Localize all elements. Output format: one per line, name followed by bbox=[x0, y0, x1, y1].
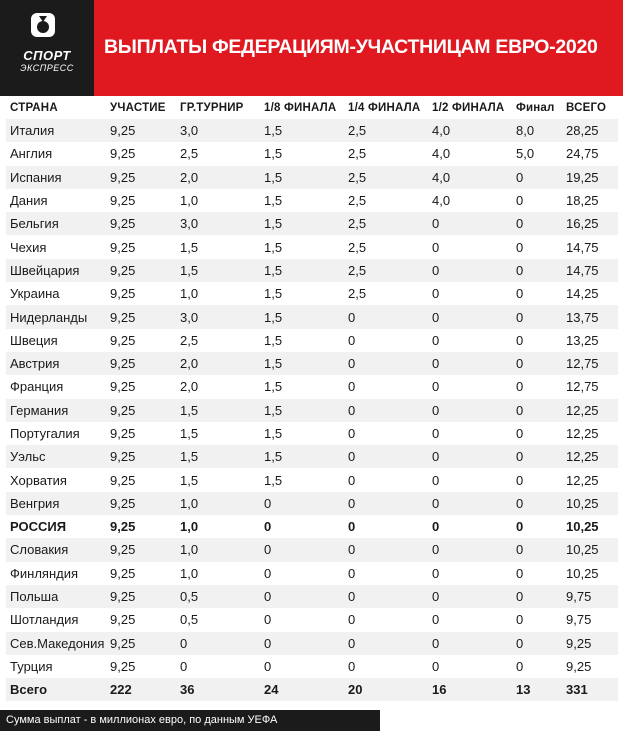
value-cell: 2,5 bbox=[344, 212, 428, 235]
brand-subname: ЭКСПРЕСС bbox=[20, 63, 74, 73]
value-cell: 18,25 bbox=[566, 193, 599, 209]
total-value: 36 bbox=[176, 678, 260, 701]
value-cell: 0 bbox=[516, 239, 524, 255]
value-cell: 1,0 bbox=[176, 538, 260, 561]
value-cell: 1,5 bbox=[180, 426, 199, 441]
table-row bbox=[6, 305, 618, 328]
value-cell: 1,5 bbox=[260, 399, 344, 422]
value-cell: 9,25 bbox=[110, 426, 136, 441]
value-cell: 1,0 bbox=[180, 193, 199, 209]
value-cell: 0 bbox=[432, 472, 440, 488]
value-cell: 14,25 bbox=[566, 286, 599, 302]
value-cell: 1,0 bbox=[180, 565, 199, 581]
brand-logo bbox=[0, 0, 94, 96]
country-cell: Австрия bbox=[6, 352, 106, 375]
country-cell: Сев.Македония bbox=[6, 632, 106, 655]
value-cell: 0 bbox=[516, 472, 524, 488]
country-cell: Бельгия bbox=[6, 212, 106, 235]
value-cell: 0 bbox=[516, 658, 524, 674]
value-cell: 9,25 bbox=[110, 286, 136, 302]
value-cell: 0 bbox=[348, 519, 356, 535]
value-cell: 0 bbox=[432, 612, 440, 628]
value-cell: 0 bbox=[264, 519, 272, 535]
value-cell: 0 bbox=[428, 212, 512, 235]
total-value: 20 bbox=[344, 678, 428, 701]
value-cell: 13,75 bbox=[562, 305, 618, 328]
value-cell: 9,25 bbox=[110, 239, 136, 255]
value-cell: 0 bbox=[260, 492, 344, 515]
value-cell: 1,5 bbox=[264, 332, 283, 348]
value-cell: 2,0 bbox=[180, 379, 199, 395]
value-cell: 2,5 bbox=[348, 146, 367, 162]
value-cell: 0 bbox=[512, 492, 562, 515]
value-cell: 0 bbox=[432, 332, 440, 348]
value-cell: 2,0 bbox=[176, 352, 260, 375]
table-row bbox=[6, 655, 618, 678]
value-cell: 0 bbox=[512, 632, 562, 655]
value-cell: 1,5 bbox=[176, 399, 260, 422]
country-cell: Италия bbox=[6, 119, 106, 142]
value-cell: 9,25 bbox=[110, 146, 136, 162]
value-cell: 9,25 bbox=[106, 119, 176, 142]
country-cell: РОССИЯ bbox=[10, 519, 67, 535]
value-cell: 12,25 bbox=[562, 399, 618, 422]
value-cell: 0 bbox=[432, 426, 440, 441]
value-cell: 0 bbox=[432, 239, 440, 255]
total-value: 222 bbox=[106, 678, 176, 701]
value-cell: 0 bbox=[428, 632, 512, 655]
value-cell: 0 bbox=[516, 612, 524, 628]
value-cell: 28,25 bbox=[562, 119, 618, 142]
value-cell: 0 bbox=[428, 538, 512, 561]
value-cell: 1,5 bbox=[260, 305, 344, 328]
value-cell: 0 bbox=[512, 305, 562, 328]
value-cell: 0 bbox=[516, 565, 524, 581]
value-cell: 0 bbox=[516, 286, 524, 302]
value-cell: 10,25 bbox=[562, 538, 618, 561]
value-cell: 1,5 bbox=[264, 146, 283, 162]
column-header: СТРАНА bbox=[10, 102, 58, 114]
value-cell: 24,75 bbox=[566, 146, 599, 162]
table-row bbox=[6, 538, 618, 561]
value-cell: 4,0 bbox=[432, 193, 451, 209]
value-cell: 12,25 bbox=[562, 445, 618, 468]
value-cell: 0 bbox=[516, 193, 524, 209]
column-header: 1/4 ФИНАЛА bbox=[348, 102, 421, 114]
value-cell: 0 bbox=[344, 352, 428, 375]
column-header: ГР.ТУРНИР bbox=[180, 102, 244, 114]
value-cell: 0 bbox=[348, 379, 356, 395]
value-cell: 1,5 bbox=[264, 379, 283, 395]
total-row bbox=[6, 678, 618, 701]
table-row bbox=[6, 166, 618, 189]
country-cell: Чехия bbox=[10, 239, 47, 255]
total-value: 24 bbox=[260, 678, 344, 701]
value-cell: 0 bbox=[348, 612, 356, 628]
country-cell: Швеция bbox=[10, 332, 58, 348]
table-row bbox=[6, 119, 618, 142]
value-cell: 9,25 bbox=[110, 612, 136, 628]
table-row bbox=[6, 468, 618, 491]
country-cell: Польша bbox=[6, 585, 106, 608]
country-cell: Нидерланды bbox=[6, 305, 106, 328]
ball-flame-icon bbox=[30, 12, 56, 38]
total-value: 331 bbox=[562, 678, 618, 701]
value-cell: 12,75 bbox=[562, 352, 618, 375]
value-cell: 10,25 bbox=[566, 519, 599, 535]
table-row bbox=[6, 632, 618, 655]
country-cell: Англия bbox=[10, 146, 53, 162]
value-cell: 0 bbox=[344, 585, 428, 608]
value-cell: 0 bbox=[348, 426, 356, 441]
table-row bbox=[6, 282, 618, 305]
value-cell: 2,5 bbox=[344, 259, 428, 282]
value-cell: 9,25 bbox=[110, 332, 136, 348]
value-cell: 0 bbox=[432, 379, 440, 395]
table-row bbox=[6, 259, 618, 282]
value-cell: 0 bbox=[344, 445, 428, 468]
value-cell: 2,0 bbox=[176, 166, 260, 189]
table-header-row bbox=[6, 97, 618, 119]
value-cell: 0 bbox=[344, 305, 428, 328]
value-cell: 9,25 bbox=[110, 379, 136, 395]
value-cell: 1,5 bbox=[264, 286, 283, 302]
value-cell: 4,0 bbox=[428, 119, 512, 142]
table-row bbox=[6, 142, 618, 165]
column-header: 1/2 ФИНАЛА bbox=[432, 102, 505, 114]
value-cell: 0 bbox=[512, 259, 562, 282]
value-cell: 12,25 bbox=[566, 472, 599, 488]
value-cell: 0 bbox=[432, 658, 440, 674]
table-row bbox=[6, 375, 618, 398]
country-cell: Дания bbox=[10, 193, 48, 209]
value-cell: 1,5 bbox=[176, 445, 260, 468]
country-cell: Швейцария bbox=[6, 259, 106, 282]
country-cell: Украина bbox=[10, 286, 60, 302]
value-cell: 2,5 bbox=[348, 239, 367, 255]
value-cell: 0 bbox=[260, 585, 344, 608]
value-cell: 0 bbox=[428, 259, 512, 282]
value-cell: 9,25 bbox=[562, 632, 618, 655]
value-cell: 4,0 bbox=[428, 166, 512, 189]
value-cell: 8,0 bbox=[512, 119, 562, 142]
value-cell: 0 bbox=[428, 585, 512, 608]
brand-name: СПОРТ bbox=[23, 48, 71, 63]
value-cell: 0 bbox=[180, 658, 188, 674]
value-cell: 0 bbox=[344, 399, 428, 422]
value-cell: 3,0 bbox=[176, 119, 260, 142]
value-cell: 0 bbox=[512, 538, 562, 561]
value-cell: 1,5 bbox=[260, 119, 344, 142]
value-cell: 1,5 bbox=[176, 259, 260, 282]
value-cell: 14,75 bbox=[562, 259, 618, 282]
page-title: ВЫПЛАТЫ ФЕДЕРАЦИЯМ-УЧАСТНИЦАМ ЕВРО-2020 bbox=[104, 36, 598, 58]
value-cell: 2,5 bbox=[344, 119, 428, 142]
value-cell: 1,5 bbox=[180, 472, 199, 488]
value-cell: 9,25 bbox=[106, 305, 176, 328]
value-cell: 9,25 bbox=[106, 399, 176, 422]
value-cell: 0 bbox=[432, 286, 440, 302]
value-cell: 0 bbox=[516, 519, 524, 535]
value-cell: 2,5 bbox=[344, 166, 428, 189]
country-cell: Венгрия bbox=[6, 492, 106, 515]
value-cell: 9,25 bbox=[106, 492, 176, 515]
value-cell: 9,25 bbox=[106, 212, 176, 235]
value-cell: 9,25 bbox=[106, 166, 176, 189]
value-cell: 0 bbox=[512, 445, 562, 468]
value-cell: 9,25 bbox=[106, 632, 176, 655]
value-cell: 1,5 bbox=[260, 445, 344, 468]
country-cell: Словакия bbox=[6, 538, 106, 561]
total-label: Всего bbox=[6, 678, 106, 701]
country-cell: Германия bbox=[6, 399, 106, 422]
value-cell: 0,5 bbox=[180, 612, 199, 628]
value-cell: 0 bbox=[432, 565, 440, 581]
table-row bbox=[6, 235, 618, 258]
column-header: ВСЕГО bbox=[566, 102, 607, 114]
value-cell: 0 bbox=[348, 658, 356, 674]
table-row bbox=[6, 492, 618, 515]
value-cell: 12,25 bbox=[566, 426, 599, 441]
value-cell: 4,0 bbox=[432, 146, 451, 162]
source-note: Сумма выплат - в миллионах евро, по данным УЕФА bbox=[0, 710, 380, 731]
value-cell: 1,5 bbox=[264, 472, 283, 488]
table-row bbox=[6, 608, 618, 631]
column-header: УЧАСТИЕ bbox=[110, 102, 166, 114]
value-cell: 1,5 bbox=[264, 193, 283, 209]
header-banner bbox=[0, 0, 623, 96]
value-cell: 0 bbox=[176, 632, 260, 655]
total-value: 16 bbox=[428, 678, 512, 701]
payments-table bbox=[6, 97, 618, 701]
value-cell: 0 bbox=[512, 166, 562, 189]
value-cell: 0 bbox=[428, 305, 512, 328]
value-cell: 1,0 bbox=[176, 492, 260, 515]
table-row bbox=[6, 399, 618, 422]
country-cell: Шотландия bbox=[10, 612, 79, 628]
value-cell: 2,5 bbox=[180, 146, 199, 162]
value-cell: 9,25 bbox=[566, 658, 592, 674]
value-cell: 9,75 bbox=[562, 585, 618, 608]
value-cell: 9,25 bbox=[106, 259, 176, 282]
country-cell: Уэльс bbox=[6, 445, 106, 468]
value-cell: 0 bbox=[348, 565, 356, 581]
country-cell: Португалия bbox=[10, 426, 80, 441]
table-row bbox=[6, 515, 618, 538]
value-cell: 1,5 bbox=[264, 239, 283, 255]
country-cell: Финляндия bbox=[10, 565, 79, 581]
value-cell: 2,5 bbox=[348, 286, 367, 302]
value-cell: 9,25 bbox=[110, 193, 136, 209]
value-cell: 0 bbox=[516, 426, 524, 441]
value-cell: 9,25 bbox=[106, 585, 176, 608]
value-cell: 1,5 bbox=[260, 212, 344, 235]
value-cell: 1,5 bbox=[260, 166, 344, 189]
value-cell: 0 bbox=[516, 332, 524, 348]
value-cell: 0 bbox=[516, 379, 524, 395]
column-header: Финал bbox=[516, 102, 555, 114]
value-cell: 0 bbox=[432, 519, 440, 535]
value-cell: 0 bbox=[348, 332, 356, 348]
value-cell: 0 bbox=[512, 352, 562, 375]
value-cell: 0 bbox=[344, 492, 428, 515]
value-cell: 10,25 bbox=[562, 492, 618, 515]
value-cell: 0 bbox=[428, 445, 512, 468]
value-cell: 0 bbox=[428, 492, 512, 515]
value-cell: 2,5 bbox=[348, 193, 367, 209]
value-cell: 5,0 bbox=[516, 146, 535, 162]
value-cell: 9,25 bbox=[110, 565, 136, 581]
value-cell: 9,25 bbox=[110, 658, 136, 674]
value-cell: 0 bbox=[512, 585, 562, 608]
table-row bbox=[6, 562, 618, 585]
value-cell: 1,5 bbox=[260, 352, 344, 375]
column-header: 1/8 ФИНАЛА bbox=[264, 102, 337, 114]
value-cell: 9,25 bbox=[106, 352, 176, 375]
value-cell: 9,25 bbox=[110, 519, 136, 535]
table-row bbox=[6, 585, 618, 608]
table-row bbox=[6, 212, 618, 235]
value-cell: 9,25 bbox=[106, 538, 176, 561]
value-cell: 1,0 bbox=[180, 286, 199, 302]
value-cell: 9,25 bbox=[106, 445, 176, 468]
value-cell: 1,5 bbox=[180, 239, 199, 255]
value-cell: 0 bbox=[260, 632, 344, 655]
country-cell: Турция bbox=[10, 658, 53, 674]
value-cell: 1,0 bbox=[180, 519, 199, 535]
value-cell: 2,5 bbox=[180, 332, 199, 348]
value-cell: 10,25 bbox=[566, 565, 599, 581]
table-body bbox=[6, 119, 618, 701]
value-cell: 3,0 bbox=[176, 212, 260, 235]
value-cell: 3,0 bbox=[176, 305, 260, 328]
value-cell: 0 bbox=[512, 212, 562, 235]
value-cell: 0 bbox=[260, 538, 344, 561]
value-cell: 1,5 bbox=[260, 259, 344, 282]
value-cell: 14,75 bbox=[566, 239, 599, 255]
total-value: 13 bbox=[512, 678, 562, 701]
value-cell: 0 bbox=[264, 565, 272, 581]
value-cell: 9,75 bbox=[566, 612, 592, 628]
value-cell: 0 bbox=[428, 399, 512, 422]
value-cell: 0 bbox=[348, 472, 356, 488]
value-cell: 1,5 bbox=[264, 426, 283, 441]
value-cell: 19,25 bbox=[562, 166, 618, 189]
value-cell: 12,75 bbox=[566, 379, 599, 395]
value-cell: 9,25 bbox=[110, 472, 136, 488]
table-row bbox=[6, 352, 618, 375]
table-row bbox=[6, 422, 618, 445]
table-row bbox=[6, 329, 618, 352]
value-cell: 16,25 bbox=[562, 212, 618, 235]
value-cell: 0 bbox=[428, 352, 512, 375]
value-cell: 13,25 bbox=[566, 332, 599, 348]
country-cell: Испания bbox=[6, 166, 106, 189]
table-row bbox=[6, 189, 618, 212]
value-cell: 0 bbox=[512, 399, 562, 422]
value-cell: 0 bbox=[344, 632, 428, 655]
country-cell: Хорватия bbox=[10, 472, 67, 488]
table-row bbox=[6, 445, 618, 468]
value-cell: 0 bbox=[264, 612, 272, 628]
value-cell: 0,5 bbox=[176, 585, 260, 608]
value-cell: 0 bbox=[344, 538, 428, 561]
value-cell: 0 bbox=[264, 658, 272, 674]
country-cell: Франция bbox=[10, 379, 64, 395]
